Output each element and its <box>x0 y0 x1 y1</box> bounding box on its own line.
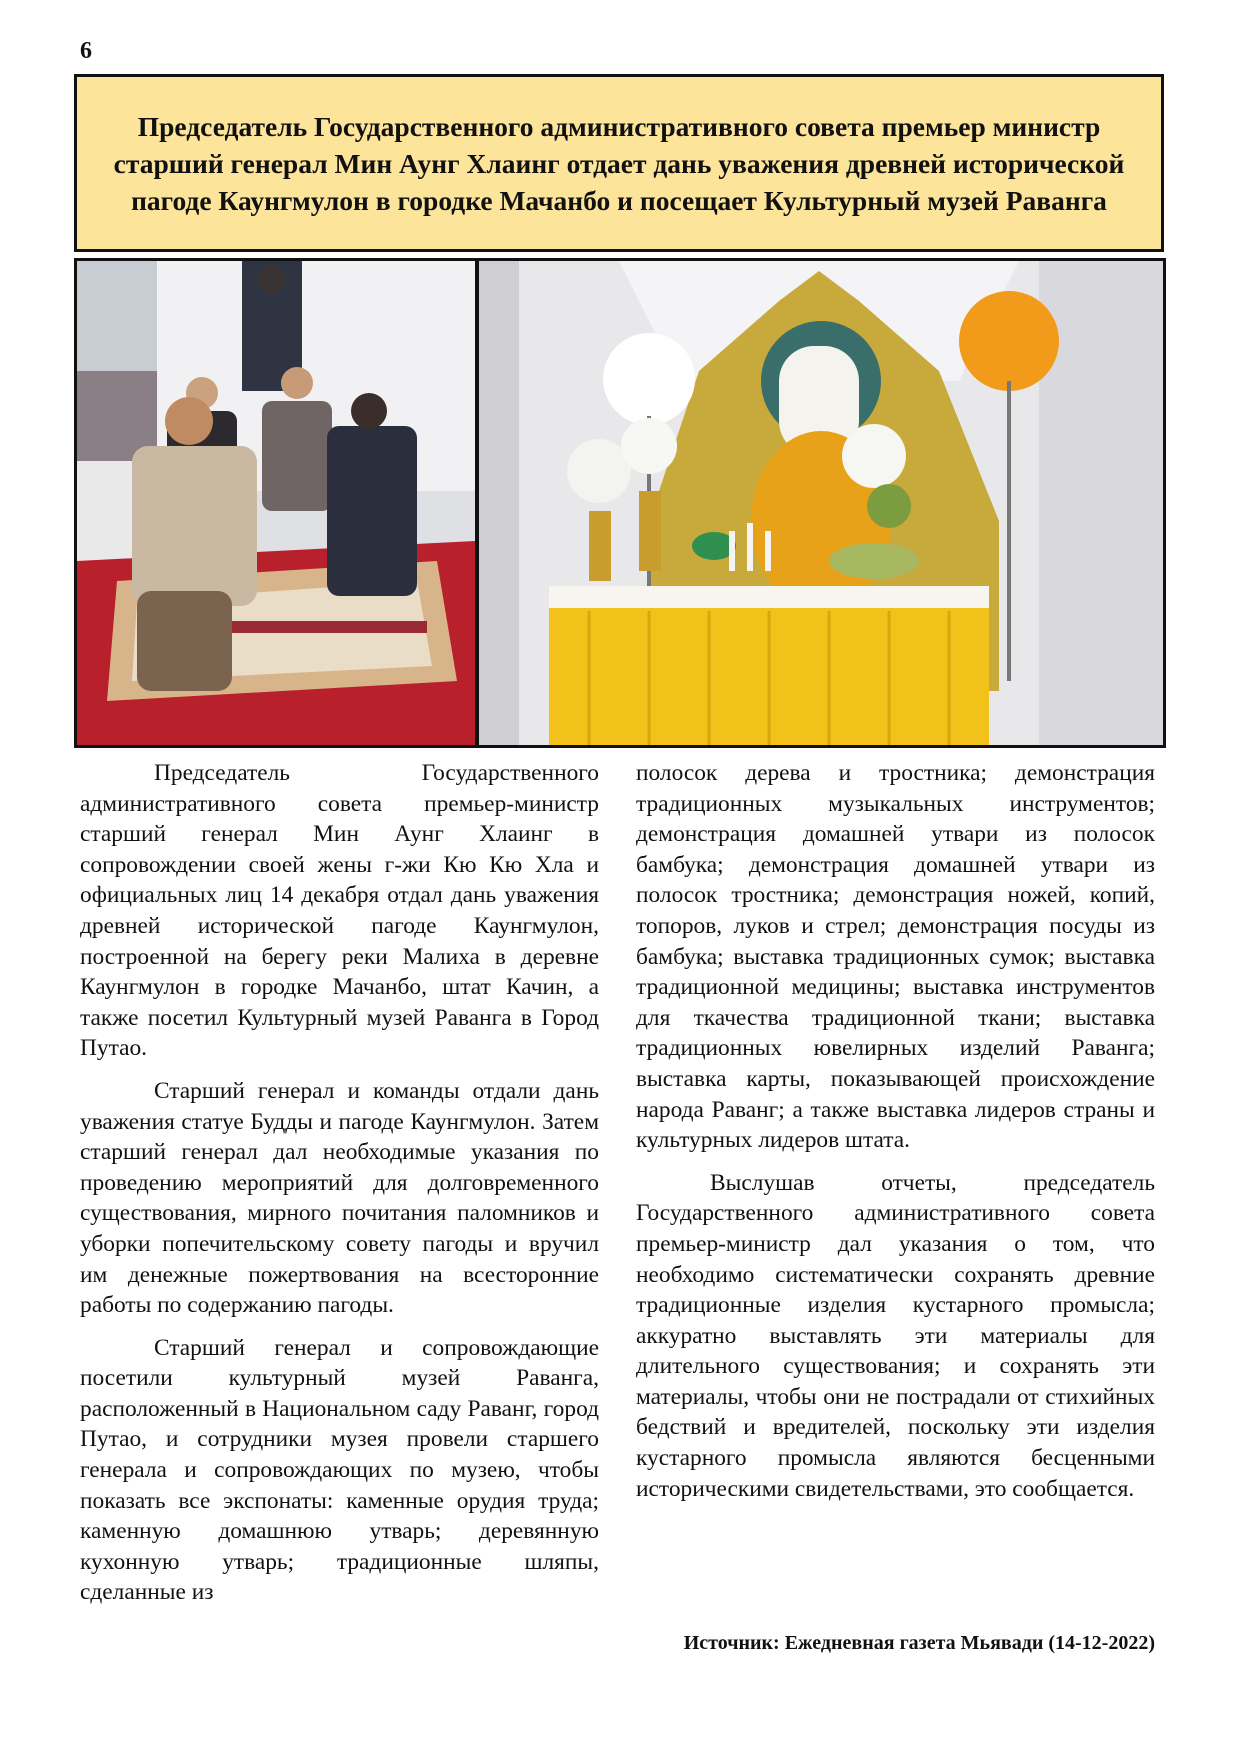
article-source: Источник: Ежедневная газета Мьявади (14-12-2022) <box>683 1632 1155 1654</box>
photo-buddha-statue-altar <box>476 258 1166 748</box>
article-paragraph: Выслушав отчеты, председатель Государственного административного совета премьер-министр дал указания о том, что необходимо систематически сохранять древние традиционные изделия кустарного промысла; аккуратно выставлять эти материалы для длительного существования; и сохранять эти материалы, чтобы они не пострадали от стихийных бедствий и вредителей, поскольку эти изделия кустарного промысла являются бесценными историческими свидетельствами, это сообщается. <box>636 1169 1155 1502</box>
article-column-left <box>80 758 599 1620</box>
article-paragraph: Председатель Государственного административного совета премьер-министр старший генерал Мин Аунг Хлаинг в сопровождении своей жены г-жи Кю Кю Хла и официальных лиц 14 декабря отдал дань уважения древней исторической пагоде Каунгмулон, построенной на берегу реки Малиха в деревне Каунгмулон в городке Мачанбо, штат Качин, а также посетил Культурный музей Раванга в Город Путао. <box>80 760 599 1062</box>
photo-officials-paying-respects <box>74 258 478 748</box>
title-box <box>74 74 1164 252</box>
article-title: Председатель Государственного административного совета премьер министр старший генерал Мин Аунг Хлаинг отдает дань уважения древней исторической пагоде Каунгмулон в городке Мачанбо и посещает Культурный музей Раванга <box>113 110 1125 216</box>
article-paragraph: Старший генерал и команды отдали дань уважения статуе Будды и пагоде Каунгмулон. Затем старший генерал дал необходимые указания по проведению мероприятий для долговременного существования, мирного почитания паломников и уборки попечительскому совету пагоды и вручил им денежные пожертвования на всесторонние работы по содержанию пагоды. <box>80 1077 599 1319</box>
article-paragraph-continued: полосок дерева и тростника; демонстрация традиционных музыкальных инструментов; демонстрация домашней утвари из полосок бамбука; демонстрация домашней утвари из полосок тростника; демонстрация ножей, копий, топоров, луков и стрел; демонстрация посуды из бамбука; выставка традиционных сумок; выставка традиционной медицины; выставка инструментов для ткачества традиционной ткани; выставка традиционных ювелирных изделий Раванга; выставка карты, показывающей происхождение народа Раванг; а также выставка лидеров страны и культурных лидеров штата. <box>636 760 1155 1154</box>
page-number: 6 <box>80 38 92 64</box>
article-column-right <box>636 758 1155 1516</box>
photo-buddha-image <box>479 261 1163 745</box>
article-paragraph: Старший генерал и сопровождающие посетили культурный музей Раванга, расположенный в Национальном саду Раванг, город Путао, и сотрудники музея провели старшего генерала и сопровождающих по музею, чтобы показать все экспонаты: каменные орудия труда; каменную домашнюю утварь; деревянную кухонную утварь; традиционные шляпы, сделанные из <box>80 1334 599 1606</box>
photo-officials-image <box>77 261 475 745</box>
